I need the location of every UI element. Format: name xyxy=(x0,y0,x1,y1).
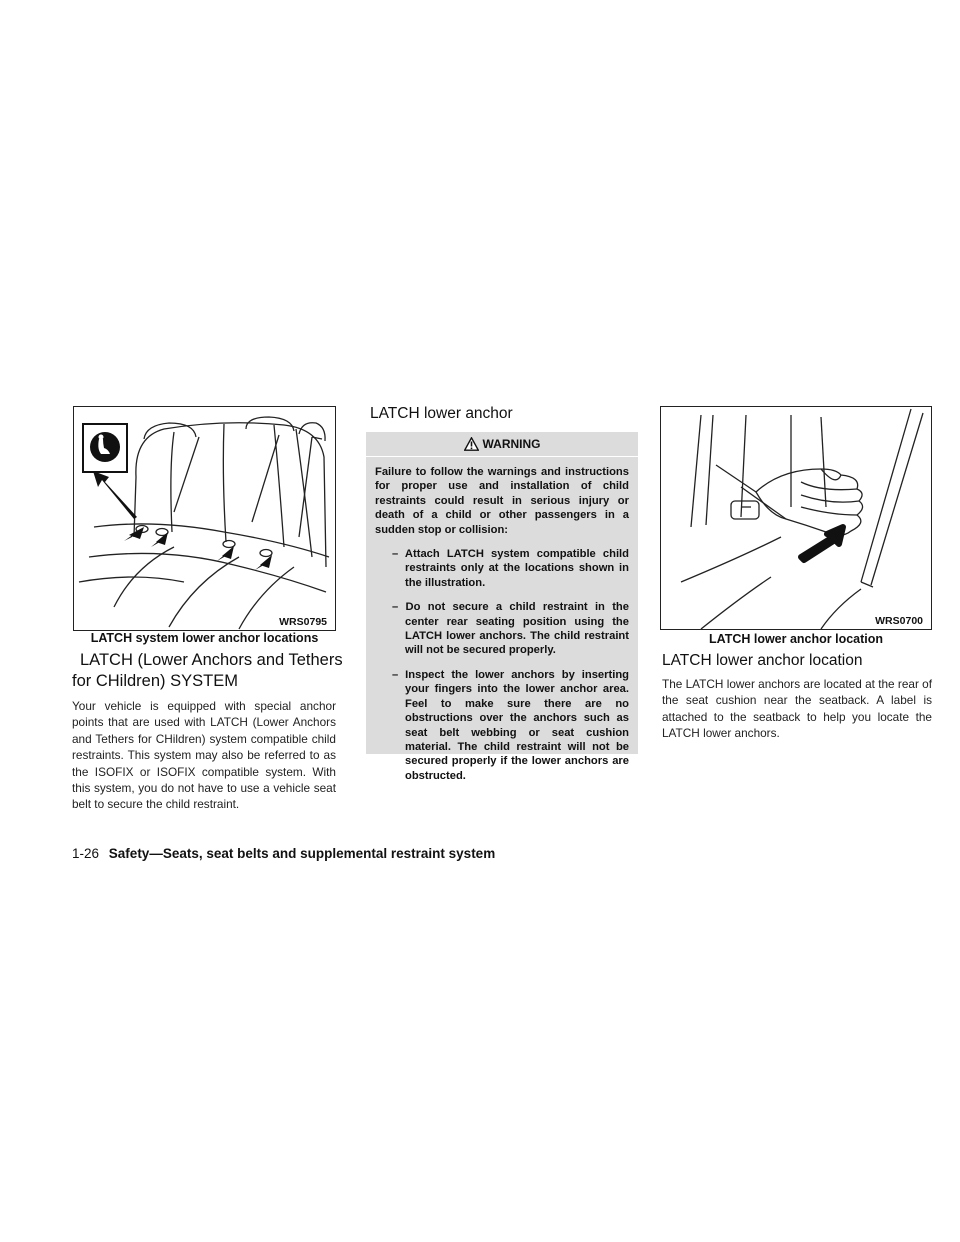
warning-item: – Attach LATCH system compatible child restraints only at the locations shown in the illustration. xyxy=(392,548,629,589)
anchor-location-body: The LATCH lower anchors are located at the rear of the seat cushion near the seatback. A label is attached to the seatback to help you locate the LATCH lower anchors. xyxy=(662,677,932,741)
warning-box xyxy=(366,432,638,782)
warning-body xyxy=(366,457,638,789)
hand-anchor-illustration xyxy=(661,407,932,630)
section-heading-line2: for CHildren) SYSTEM xyxy=(72,672,238,690)
section-heading xyxy=(72,650,350,692)
figure-caption: LATCH system lower anchor locations xyxy=(90,631,319,645)
section-heading-line1: LATCH (Lower Anchors and Tethers xyxy=(80,651,343,669)
section-body: Your vehicle is equipped with special anchor points that are used with LATCH (Lower Anchors and Tethers for CHildren) system compatible child restraints. This system may also be referred to as the ISOFIX or ISOFIX compatible system. With this system, you do not have to use a vehicle seat belt to secure the child restraint. xyxy=(72,699,336,812)
figure-code: WRS0795 xyxy=(279,616,327,628)
warning-header xyxy=(366,432,638,457)
warning-label: WARNING xyxy=(482,437,541,451)
chapter-title: Safety—Seats, seat belts and supplemental restraint system xyxy=(108,846,496,861)
warning-item: – Do not secure a child restraint in the center rear seating position using the LATCH lower anchors. The child restraint will not be secured properly. xyxy=(392,601,629,657)
figure-latch-system xyxy=(73,406,336,631)
rear-seat-illustration xyxy=(74,407,336,631)
figure-anchor-location xyxy=(660,406,932,630)
warning-icon xyxy=(464,437,479,451)
figure-code: WRS0700 xyxy=(875,615,923,627)
warning-item: – Inspect the lower anchors by inserting your fingers into the lower anchor area. Feel to make sure there are no obstructions over the anchors such as seat belt webbing or seat cushion material. The child restraint will not be secured properly if the lower anchors are obstructed. xyxy=(392,668,629,782)
page-number: 1-26 xyxy=(72,846,100,861)
page-footer xyxy=(72,846,495,861)
anchor-location-heading: LATCH lower anchor location xyxy=(662,652,863,669)
lower-anchor-heading: LATCH lower anchor xyxy=(370,405,513,422)
warning-intro: Failure to follow the warnings and instructions for proper use and installation of child restraints could result in serious injury or death of a child or other passengers in a sudden stop or collision: xyxy=(375,466,629,536)
figure-caption: LATCH lower anchor location xyxy=(708,632,884,646)
